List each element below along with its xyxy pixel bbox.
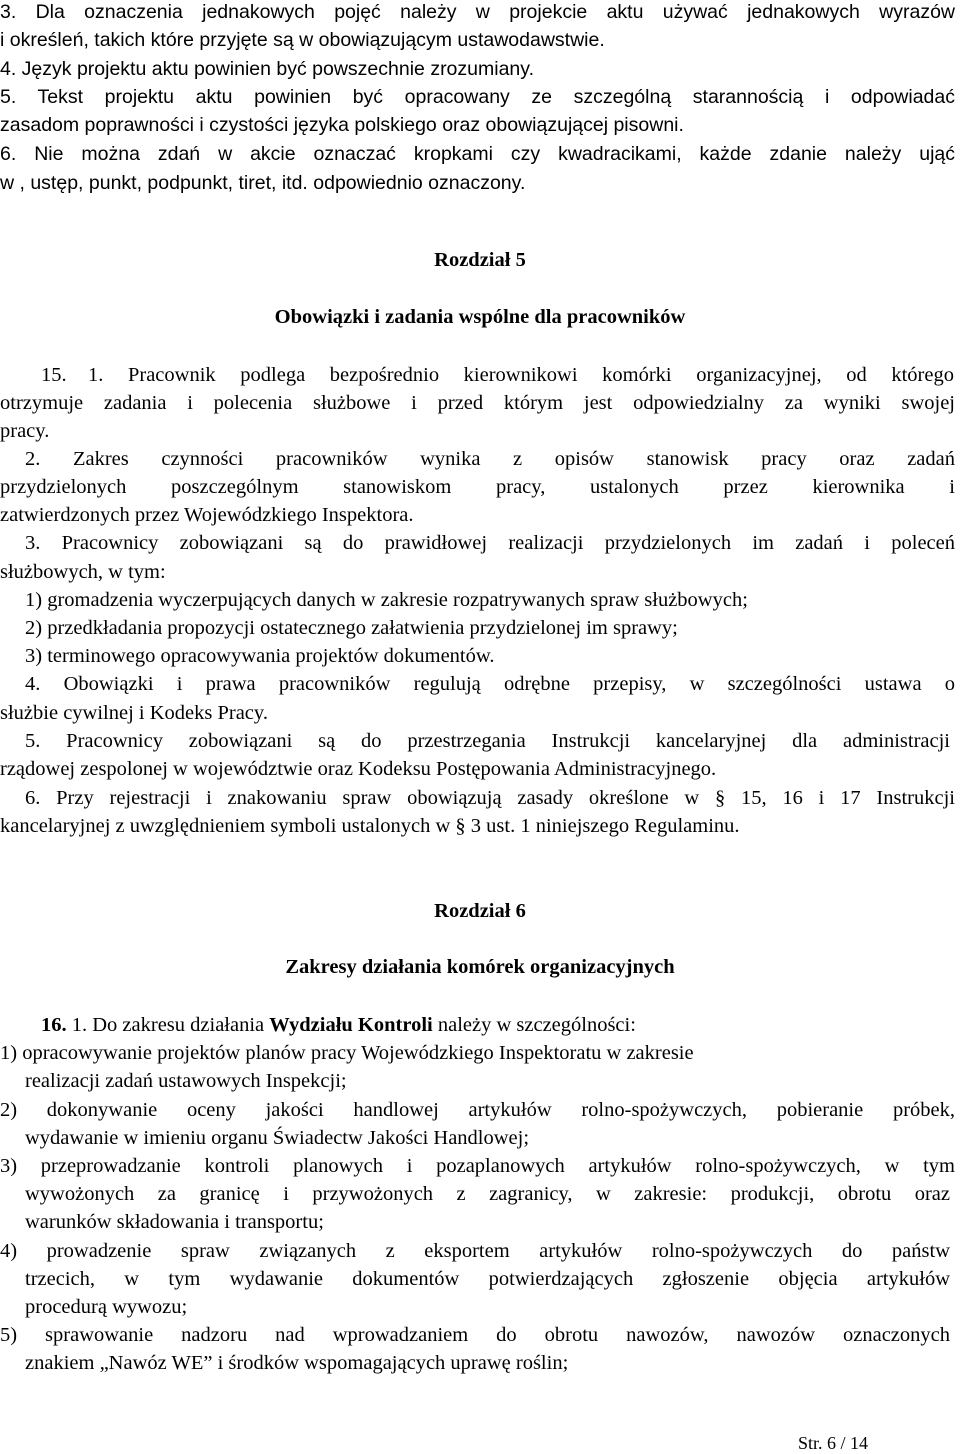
par16-item1-line1: 1) opracowywanie projektów planów pracy Wojewódzkiego Inspektoratu w zakresie — [0, 1042, 694, 1064]
par15-unit4-line1: 4. Obowiązki i prawa pracowników regulują odrębne przepisy, w szczególności ustawa o — [25, 673, 955, 695]
chapter-6-title: Rozdział 6 — [434, 900, 526, 922]
par16-item3-line2: wywożonych za granicę i przywożonych z zagranicy, w zakresie: produkcji, obrotu oraz — [25, 1183, 950, 1205]
par15-unit3-item3: 3) terminowego opracowywania projektów dokumentów. — [25, 645, 495, 667]
par16-item3-line1: 3) przeprowadzanie kontroli planowych i pozaplanowych artykułów rolno-spożywczych, w tym — [0, 1155, 955, 1177]
par15-unit4-line2: służbie cywilnej i Kodeks Pracy. — [0, 702, 268, 724]
par15-unit3-line1: 3. Pracownicy zobowiązani są do prawidłowej realizacji przydzielonych im zadań i poleceń — [25, 532, 955, 554]
par15-unit5-line1: 5. Pracownicy zobowiązani są do przestrzegania Instrukcji kancelaryjnej dla administracji — [25, 730, 950, 752]
par15-unit2-line3: zatwierdzonych przez Wojewódzkiego Inspektora. — [0, 504, 414, 526]
paragraph-3-line-1: 3. Dla oznaczenia jednakowych pojęć należy w projekcie aktu używać jednakowych wyrazów — [0, 1, 955, 23]
par15-unit3-item1: 1) gromadzenia wyczerpujących danych w zakresie rozpatrywanych spraw służbowych; — [25, 589, 748, 611]
par16-item1-line2: realizacji zadań ustawowych Inspekcji; — [25, 1070, 347, 1092]
par16-item4-line2: trzecich, w tym wydawanie dokumentów potwierdzających zgłoszenie objęcia artykułów — [25, 1268, 950, 1290]
par16-item4-line3: procedurą wywozu; — [25, 1296, 188, 1318]
paragraph-16-number — [41, 1013, 636, 1037]
par16-intro-pre: 1. Do zakresu działania — [71, 1014, 270, 1036]
par15-unit6-line1: 6. Przy rejestracji i znakowaniu spraw obowiązują zasady określone w § 15, 16 i 17 Instrukcji — [25, 787, 955, 809]
par16-item2-line1: 2) dokonywanie oceny jakości handlowej artykułów rolno-spożywczych, pobieranie próbek, — [0, 1099, 955, 1121]
par15-unit2-line1: 2. Zakres czynności pracowników wynika z opisów stanowisk pracy oraz zadań — [25, 448, 955, 470]
par15-unit3-item2: 2) przedkładania propozycji ostatecznego załatwienia przydzielonej im sprawy; — [25, 617, 678, 639]
paragraph-6-line-2: w , ustęp, punkt, podpunkt, tiret, itd. odpowiednio oznaczony. — [0, 172, 526, 194]
paragraph-5-line-1: 5. Tekst projektu aktu powinien być opracowany ze szczególną starannością i odpowiadać — [0, 86, 955, 108]
par15-unit5-line2: rządowej zespolonej w województwie oraz Kodeksu Postępowania Administracyjnego. — [0, 758, 717, 780]
paragraph-4: 4. Język projektu aktu powinien być powszechnie zrozumiany. — [0, 58, 534, 80]
par16-item2-line2: wydawanie w imieniu organu Świadectw Jakości Handlowej; — [25, 1127, 530, 1149]
chapter-5-subtitle: Obowiązki i zadania wspólne dla pracowników — [274, 306, 686, 328]
paragraph-5-line-2: zasadom poprawności i czystości języka polskiego oraz obowiązującej pisowni. — [0, 114, 684, 136]
par16-intro-post: należy w szczególności: — [432, 1014, 636, 1036]
par16-item5-line2: znakiem „Nawóz WE” i środków wspomagających uprawę roślin; — [25, 1352, 569, 1374]
chapter-6-subtitle: Zakresy działania komórek organizacyjnych — [285, 956, 675, 978]
par15-unit1-line2: otrzymuje zadania i polecenia służbowe i przed którym jest odpowiedzialny za wyniki swojej — [0, 392, 955, 414]
par15-unit1-line3: pracy. — [0, 420, 50, 442]
par15-unit3-line2: służbowych, w tym: — [0, 561, 166, 583]
par16-intro-bold: Wydziału Kontroli — [269, 1014, 433, 1036]
page-number: Str. 6 / 14 — [798, 1433, 869, 1453]
paragraph-16-label: 16. — [41, 1014, 67, 1036]
par15-unit2-line2: przydzielonych poszczególnym stanowiskom pracy, ustalonych przez kierownika i — [0, 476, 955, 498]
chapter-5-title: Rozdział 5 — [434, 249, 526, 271]
par15-unit6-line2: kancelaryjnej z uwzględnieniem symboli ustalonych w § 3 ust. 1 niniejszego Regulaminu. — [0, 815, 740, 837]
paragraph-15-number: 15. — [41, 364, 67, 386]
par16-item4-line1: 4) prowadzenie spraw związanych z eksportem artykułów rolno-spożywczych do państw — [0, 1240, 950, 1262]
par16-item5-line1: 5) sprawowanie nadzoru nad wprowadzaniem do obrotu nawozów, nawozów oznaczonych — [0, 1324, 950, 1346]
paragraph-6-line-1: 6. Nie można zdań w akcie oznaczać kropkami czy kwadracikami, każde zdanie należy ująć — [0, 143, 955, 165]
paragraph-3-line-2: i określeń, takich które przyjęte są w obowiązującym ustawodawstwie. — [0, 29, 605, 51]
par16-item3-line3: warunków składowania i transportu; — [25, 1211, 324, 1233]
par15-unit1-line1: 1. Pracownik podlega bezpośrednio kierownikowi komórki organizacyjnej, od którego — [88, 364, 954, 386]
